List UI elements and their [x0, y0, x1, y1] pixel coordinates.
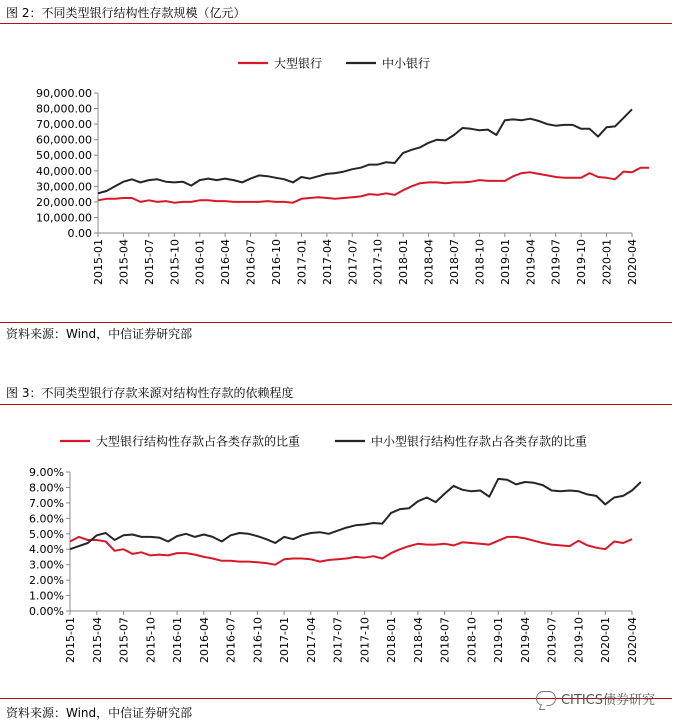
x-tick-label: 2016-10: [251, 617, 265, 663]
x-tick-label: 2017-04: [320, 239, 334, 285]
x-tick-label: 2016-10: [270, 239, 283, 285]
x-tick-label: 2017-10: [358, 617, 372, 663]
x-tick-label: 2015-04: [117, 239, 131, 285]
x-tick-label: 2020-04: [626, 617, 639, 663]
source-divider: [0, 322, 672, 323]
x-tick-label: 2018-04: [422, 239, 436, 285]
x-tick-label: 2019-10: [572, 617, 586, 663]
y-tick-label: 7.00%: [29, 496, 64, 510]
x-tick-label: 2017-04: [304, 617, 318, 663]
y-tick-label: 6.00%: [29, 512, 64, 526]
x-tick-label: 2019-07: [549, 239, 563, 285]
series-line-large-banks: [98, 168, 649, 203]
chart2-source: 资料来源：Wind，中信证券研究部: [6, 706, 193, 720]
x-tick-label: 2015-07: [117, 617, 131, 663]
y-tick-label: 60,000.00: [36, 133, 92, 147]
y-tick-label: 80,000.00: [36, 102, 92, 116]
x-tick-label: 2016-07: [244, 238, 258, 285]
x-tick-label: 2019-07: [545, 617, 559, 663]
y-tick-label: 3.00%: [29, 558, 64, 572]
x-tick-label: 2018-10: [473, 239, 487, 285]
wechat-icon: [536, 691, 556, 706]
x-tick-label: 2018-07: [448, 239, 461, 285]
y-tick-label: 9.00%: [29, 466, 64, 479]
legend-item: [346, 56, 430, 71]
x-tick-label: 2019-10: [575, 239, 589, 285]
watermark-text: CITICS债券研究: [560, 693, 655, 708]
x-tick-label: 2017-07: [346, 239, 360, 285]
x-tick-label: 2019-04: [518, 617, 532, 663]
legend-item: [335, 434, 587, 449]
chart2-deposit-dependence-ratio: [0, 420, 677, 690]
chart1-structured-deposit-scale: [0, 40, 677, 340]
x-tick-label: 2017-01: [295, 239, 309, 285]
legend-item: [60, 434, 300, 449]
x-tick-label: 2015-01: [64, 617, 77, 663]
y-tick-label: 10,000.00: [36, 211, 92, 225]
chart1-caption: 图 2：不同类型银行结构性存款规模（亿元）: [6, 6, 246, 20]
x-tick-label: 2016-01: [171, 617, 185, 663]
x-tick-label: 2020-01: [599, 617, 613, 663]
x-tick-label: 2020-04: [626, 239, 639, 285]
x-tick-label: 2015-10: [144, 617, 158, 663]
chart1-source: 资料来源：Wind，中信证券研究部: [6, 327, 193, 341]
x-tick-label: 2018-10: [465, 617, 479, 663]
x-tick-label: 2017-10: [371, 239, 385, 285]
caption-divider: [0, 23, 672, 24]
chart2-caption: 图 3：不同类型银行存款来源对结构性存款的依赖程度: [6, 386, 294, 400]
x-tick-label: 2019-04: [524, 239, 538, 285]
x-tick-label: 2016-04: [219, 239, 233, 285]
x-tick-label: 2018-01: [397, 239, 411, 285]
series-line-large-banks: [70, 537, 632, 565]
x-tick-label: 2017-01: [278, 617, 292, 663]
x-tick-label: 2016-04: [197, 617, 211, 663]
x-tick-label: 2015-01: [92, 239, 105, 285]
y-tick-label: 30,000.00: [36, 180, 92, 194]
x-tick-label: 2018-07: [438, 617, 452, 663]
y-tick-label: 20,000.00: [36, 195, 92, 209]
y-tick-label: 0.00%: [29, 605, 64, 618]
y-tick-label: 5.00%: [29, 527, 64, 541]
series-line-small-medium-banks: [70, 479, 641, 549]
y-tick-label: 2.00%: [29, 574, 64, 588]
x-tick-label: 2016-07: [224, 617, 238, 663]
y-tick-label: 8.00%: [29, 481, 64, 495]
x-tick-label: 2017-07: [331, 617, 345, 663]
legend-item: [238, 56, 322, 71]
x-tick-label: 2018-01: [385, 617, 399, 663]
x-tick-label: 2016-01: [193, 239, 207, 285]
watermark: [536, 689, 655, 708]
x-tick-label: 2018-04: [411, 617, 425, 663]
x-tick-label: 2015-10: [168, 239, 182, 285]
y-tick-label: 50,000.00: [36, 149, 92, 163]
y-tick-label: 4.00%: [29, 543, 64, 557]
legend-label: 大型银行结构性存款占各类存款的比重: [96, 434, 301, 449]
legend-label: 大型银行: [274, 56, 323, 71]
y-tick-label: 70,000.00: [36, 118, 92, 132]
legend-label: 中小银行: [382, 56, 431, 71]
x-tick-label: 2015-07: [142, 239, 156, 285]
series-line-small-medium-banks: [98, 109, 632, 193]
y-tick-label: 40,000.00: [36, 164, 92, 178]
x-tick-label: 2019-01: [492, 617, 506, 663]
y-tick-label: 1.00%: [29, 589, 64, 603]
x-tick-label: 2015-04: [90, 617, 104, 663]
x-tick-label: 2020-01: [600, 239, 614, 285]
y-tick-label: 0.00: [67, 227, 92, 240]
caption-divider: [0, 404, 672, 405]
legend-label: 中小型银行结构性存款占各类存款的比重: [371, 434, 588, 449]
y-tick-label: 90,000.00: [36, 87, 92, 100]
x-tick-label: 2019-01: [498, 239, 512, 285]
